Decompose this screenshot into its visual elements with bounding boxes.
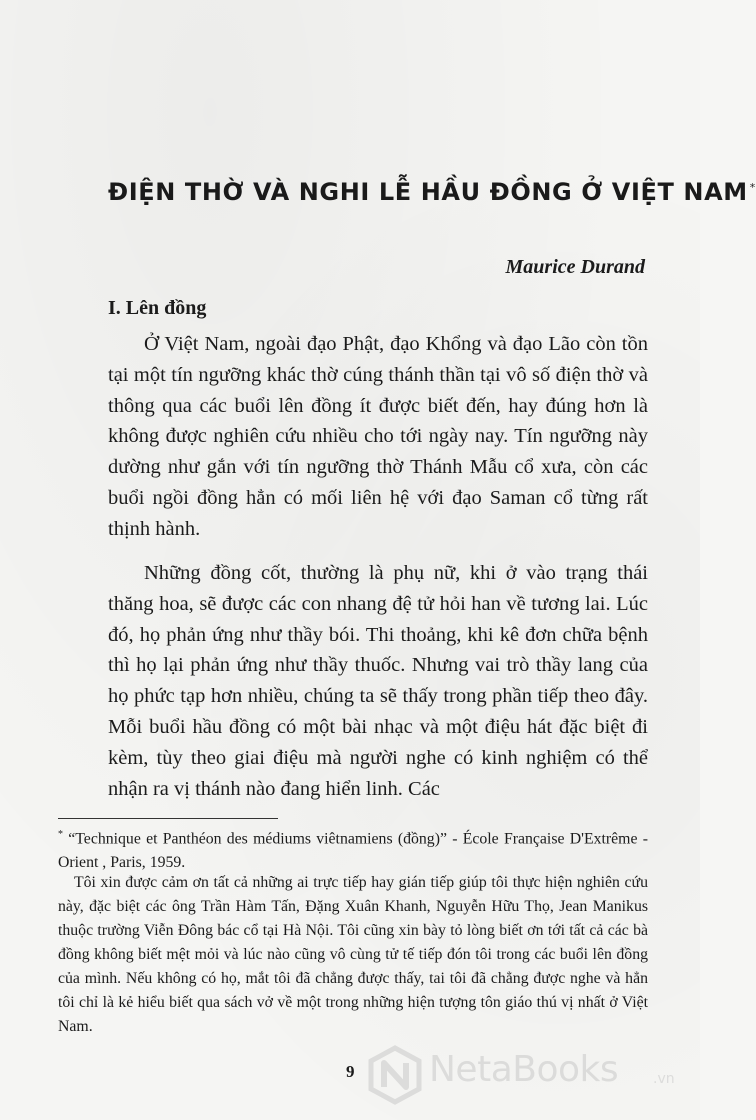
- netabooks-hexagon-logo-icon: [365, 1045, 425, 1105]
- body-paragraph-1: Ở Việt Nam, ngoài đạo Phật, đạo Khổng và đạo Lão còn tồn tại một tín ngưỡng khác thờ cúng thánh thần tại vô số điện thờ và thông qua các buổi lên đồng ít được biết đến, hay đúng hơn là không được nghiên cứu nhiều cho tới ngày nay. Tín ngưỡng này dường như gắn với tín ngưỡng thờ Thánh Mẫu cổ xưa, còn các buổi ngồi đồng hẳn có mối liên hệ với đạo Saman cổ từng rất thịnh hành.: [108, 333, 648, 540]
- footnote-source-text: “Technique et Panthéon des médiums viêtnamiens (đồng)” - École Française D'Extrême - Orient , Paris, 1959.: [58, 830, 648, 872]
- chapter-title-text: ĐIỆN THỜ VÀ NGHI LỄ HẦU ĐỒNG Ở VIỆT NAM: [108, 178, 748, 206]
- footnote-divider: [58, 818, 278, 819]
- footnote-mark: *: [58, 829, 63, 840]
- watermark-suffix: .vn: [653, 1071, 675, 1087]
- footnote-acknowledgement: Tôi xin được cảm ơn tất cả những ai trực tiếp hay gián tiếp giúp tôi thực hiện nghiên cứu này, đặc biệt các ông Trần Hàm Tấn, Đặng Xuân Khanh, Nguyễn Hữu Thọ, Jean Manikus thuộc trường Viễn Đông bác cổ tại Hà Nội. Tôi cũng xin bày tỏ lòng biết ơn tới tất cả các bà đồng không biết mệt mỏi và lúc nào cũng vô cùng tử tế tiếp đón tôi trong các buổi lên đồng của mình. Nếu không có họ, mắt tôi đã chẳng được thấy, tai tôi đã chẳng được nghe và hẳn tôi chỉ là kẻ hiểu biết qua sách vở về một trong những hiện tượng tôn giáo thú vị nhất ở Việt Nam.: [58, 874, 648, 1035]
- page-number: 9: [346, 1062, 355, 1081]
- author-name: Maurice Durand: [505, 256, 645, 278]
- section-heading: I. Lên đồng: [108, 297, 207, 319]
- footnote-source: [58, 823, 648, 875]
- netabooks-watermark: [365, 1045, 695, 1105]
- watermark-brand: NetaBooks: [429, 1049, 619, 1090]
- title-footnote-mark: *: [749, 181, 756, 194]
- chapter-title: [108, 178, 756, 206]
- body-paragraph-2: Những đồng cốt, thường là phụ nữ, khi ở vào trạng thái thăng hoa, sẽ được các con nhang đệ tử hỏi han về tương lai. Lúc đó, họ phản ứng như thầy bói. Thi thoảng, khi kê đơn chữa bệnh thì họ lại phản ứng như thầy thuốc. Nhưng vai trò thầy lang của họ phức tạp hơn nhiều, chúng ta sẽ thấy trong phần tiếp theo đây. Mỗi buổi hầu đồng có một bài nhạc và một điệu hát đặc biệt đi kèm, tùy theo giai điệu mà người nghe có kinh nghiệm có thể nhận ra vị thánh nào đang hiển linh. Các: [108, 562, 648, 800]
